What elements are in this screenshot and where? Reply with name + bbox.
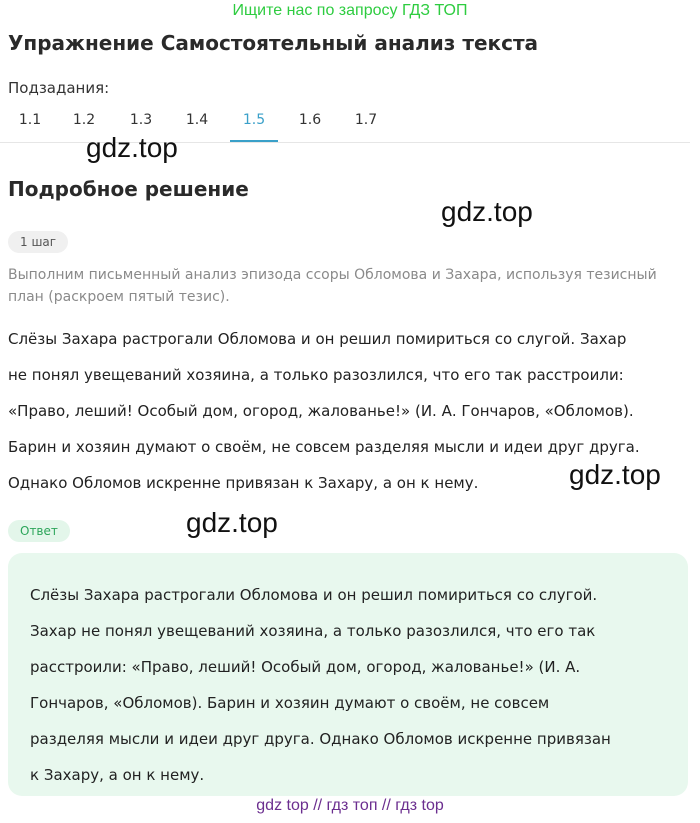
- solution-intro: Выполним письменный анализ эпизода ссоры Обломова и Захара, используя тезисный план (раскроем пятый тезис).: [8, 267, 657, 305]
- watermark: gdz.top: [569, 459, 661, 490]
- watermark: gdz.top: [441, 196, 533, 227]
- body-line: Барин и хозяин думают о своём, не совсем разделяя мысли и идеи друг друга.: [8, 438, 640, 456]
- subtask-tab-1-6[interactable]: 1.6: [298, 112, 322, 128]
- answer-badge: Ответ: [8, 520, 70, 542]
- subtask-tab-1-2[interactable]: 1.2: [72, 112, 96, 128]
- subtasks-label: Подзадания:: [8, 79, 110, 97]
- subtask-tab-1-7[interactable]: 1.7: [354, 112, 378, 128]
- answer-line: Гончаров, «Обломов). Барин и хозяин думают о своём, не совсем: [30, 694, 550, 712]
- subtask-tab-1-4[interactable]: 1.4: [185, 112, 209, 128]
- answer-line: расстроили: «Право, леший! Особый дом, огород, жалованье!» (И. А.: [30, 658, 581, 676]
- subtask-tab-1-1[interactable]: 1.1: [18, 112, 42, 128]
- answer-line: разделяя мысли и идеи друг друга. Однако Обломов искренне привязан: [30, 730, 611, 748]
- answer-line: Захар не понял увещеваний хозяина, а только разозлился, что его так: [30, 622, 596, 640]
- solution-heading: Подробное решение: [8, 177, 249, 201]
- answer-text: [30, 577, 670, 793]
- body-line: Слёзы Захара растрогали Обломова и он решил помириться со слугой. Захар: [8, 330, 627, 348]
- answer-line: Слёзы Захара растрогали Обломова и он решил помириться со слугой.: [30, 586, 598, 604]
- body-line: «Право, леший! Особый дом, огород, жалованье!» (И. А. Гончаров, «Обломов).: [8, 402, 634, 420]
- subtask-tab-1-3[interactable]: 1.3: [129, 112, 153, 128]
- page-title: Упражнение Самостоятельный анализ текста: [8, 31, 539, 55]
- footer-links[interactable]: gdz top // гдз топ // гдз top: [256, 797, 444, 814]
- watermark: gdz.top: [86, 132, 178, 163]
- promo-banner[interactable]: Ищите нас по запросу ГДЗ ТОП: [232, 2, 468, 19]
- body-line: не понял увещеваний хозяина, а только разозлился, что его так расстроили:: [8, 366, 624, 384]
- body-line: Однако Обломов искренне привязан к Захару, а он к нему.: [8, 474, 479, 492]
- subtask-tab-1-5[interactable]: 1.5: [230, 110, 278, 142]
- answer-line: к Захару, а он к нему.: [30, 766, 205, 784]
- step-badge: 1 шаг: [8, 231, 68, 253]
- watermark: gdz.top: [186, 507, 278, 538]
